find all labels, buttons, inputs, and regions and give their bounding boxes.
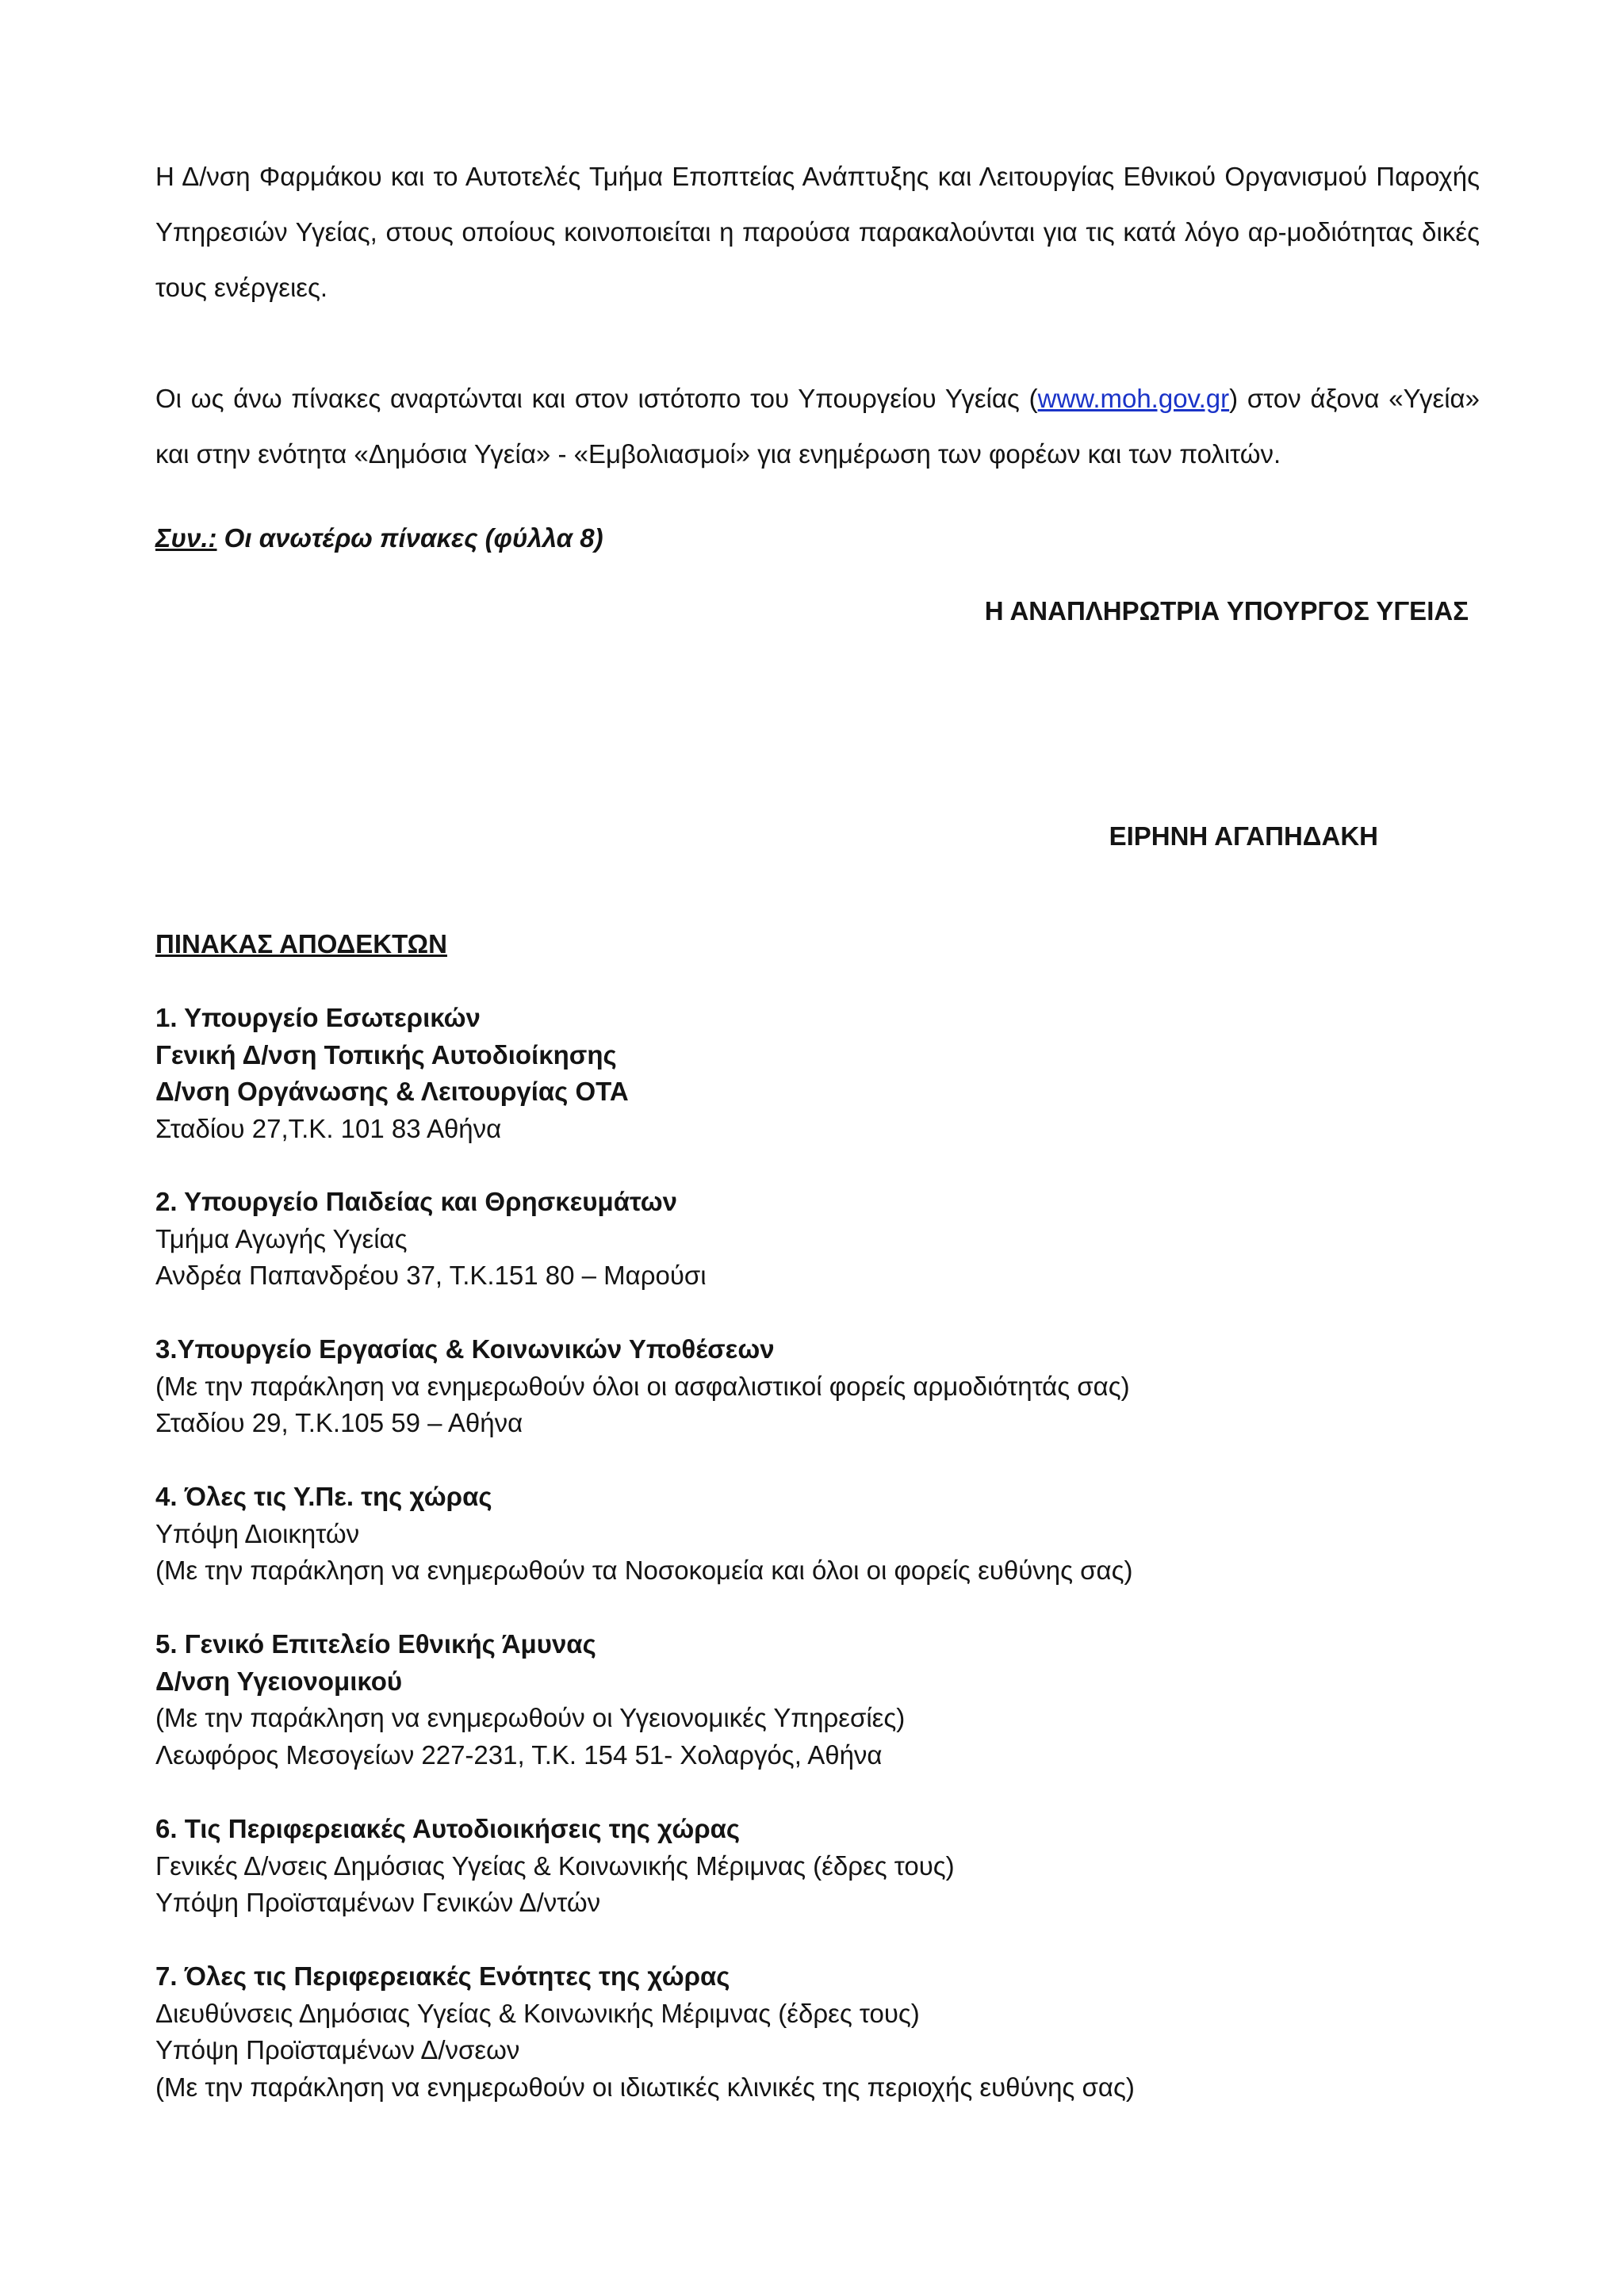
paragraph-website-text-start: Οι ως άνω πίνακες αναρτώνται και στον ιστότοπο του Υπουργείου Υγείας (	[155, 384, 1038, 413]
recipient-line: (Με την παράκληση να ενημερωθούν οι ιδιωτικές κλινικές της περιοχής ευθύνης σας)	[155, 2072, 1135, 2102]
recipients-heading: ΠΙΝΑΚΑΣ ΑΠΟΔΕΚΤΩΝ	[155, 929, 447, 959]
recipient-address: Ανδρέα Παπανδρέου 37, Τ.Κ.151 80 – Μαρούσι	[155, 1261, 707, 1290]
recipient-title: 2. Υπουργείο Παιδείας και Θρησκευμάτων	[155, 1187, 678, 1216]
recipient-block	[155, 1626, 1503, 1774]
recipient-line: Υπόψη Προϊσταμένων Δ/νσεων	[155, 2035, 520, 2064]
recipient-line: Υπόψη Διοικητών	[155, 1518, 360, 1548]
paragraph-website-text-end: ) στον άξονα «Υγεία» και στην ενότητα «Δημόσια Υγεία» - «Εμβολιασμοί» για ενημέρωση των φορέων και των πολιτών.	[155, 384, 1480, 469]
recipient-line: Υπόψη Προϊσταμένων Γενικών Δ/ντών	[155, 1888, 601, 1917]
recipient-block	[155, 1184, 1503, 1295]
recipient-block	[155, 1958, 1503, 2106]
recipient-block	[155, 1479, 1503, 1590]
recipient-title: 1. Υπουργείο Εσωτερικών	[155, 1003, 481, 1032]
recipient-line: (Με την παράκληση να ενημερωθούν οι Υγειονομικές Υπηρεσίες)	[155, 1703, 906, 1732]
recipient-line: Δ/νση Υγειονομικού	[155, 1666, 403, 1696]
recipient-title: 7. Όλες τις Περιφερειακές Ενότητες της χώρας	[155, 1961, 730, 1991]
recipient-line: (Με την παράκληση να ενημερωθούν τα Νοσοκομεία και όλοι οι φορείς ευθύνης σας)	[155, 1556, 1133, 1585]
attachments-label: Συν.:	[155, 523, 217, 553]
paragraph-website-notice	[155, 371, 1480, 482]
recipient-line: Γενική Δ/νση Τοπικής Αυτοδιοίκησης	[155, 1039, 617, 1070]
recipient-title: 6. Τις Περιφερειακές Αυτοδιοικήσεις της χώρας	[155, 1814, 741, 1843]
recipient-title: 4. Όλες τις Υ.Πε. της χώρας	[155, 1482, 492, 1511]
recipient-title: 3.Υπουργείο Εργασίας & Κοινωνικών Υποθέσεων	[155, 1334, 775, 1364]
signatory-name: ΕΙΡΗΝΗ ΑΓΑΠΗΔΑΚΗ	[1109, 821, 1378, 851]
recipient-block	[155, 1811, 1503, 1922]
recipient-line: Τμήμα Αγωγής Υγείας	[155, 1223, 408, 1253]
moh-website-link[interactable]: www.moh.gov.gr	[1037, 384, 1230, 413]
attachments-text: Οι ανωτέρω πίνακες (φύλλα 8)	[216, 523, 603, 553]
recipient-title: 5. Γενικό Επιτελείο Εθνικής Άμυνας	[155, 1629, 596, 1659]
recipient-line: Δ/νση Οργάνωσης & Λειτουργίας ΟΤΑ	[155, 1077, 629, 1106]
recipient-address: Σταδίου 29, Τ.Κ.105 59 – Αθήνα	[155, 1408, 523, 1437]
paragraph-pharmacy-directorate: Η Δ/νση Φαρμάκου και το Αυτοτελές Τμήμα Εποπτείας Ανάπτυξης και Λειτουργίας Εθνικού Οργανισμού Παροχής Υπηρεσιών Υγείας, στους οποίους κοινοποιείται η παρούσα παρακαλούνται για τις κατά λόγο αρ-μοδιότητας δικές τους ενέργειες.	[155, 162, 1480, 302]
attachments-note	[155, 523, 603, 553]
recipient-address: Σταδίου 27,Τ.Κ. 101 83 Αθήνα	[155, 1113, 502, 1143]
recipient-line: Γενικές Δ/νσεις Δημόσιας Υγείας & Κοινωνικής Μέριμνας (έδρες τους)	[155, 1850, 955, 1881]
recipient-block	[155, 1000, 1503, 1147]
recipient-line: (Με την παράκληση να ενημερωθούν όλοι οι ασφαλιστικοί φορείς αρμοδιότητάς σας)	[155, 1371, 1130, 1401]
recipient-line: Διευθύνσεις Δημόσιας Υγείας & Κοινωνικής Μέριμνας (έδρες τους)	[155, 1998, 920, 2028]
recipient-block	[155, 1331, 1503, 1442]
signatory-title: Η ΑΝΑΠΛΗΡΩΤΡΙΑ ΥΠΟΥΡΓΟΣ ΥΓΕΙΑΣ	[984, 596, 1469, 626]
recipient-address: Λεωφόρος Μεσογείων 227-231, Τ.Κ. 154 51- Χολαργός, Αθήνα	[155, 1739, 883, 1770]
